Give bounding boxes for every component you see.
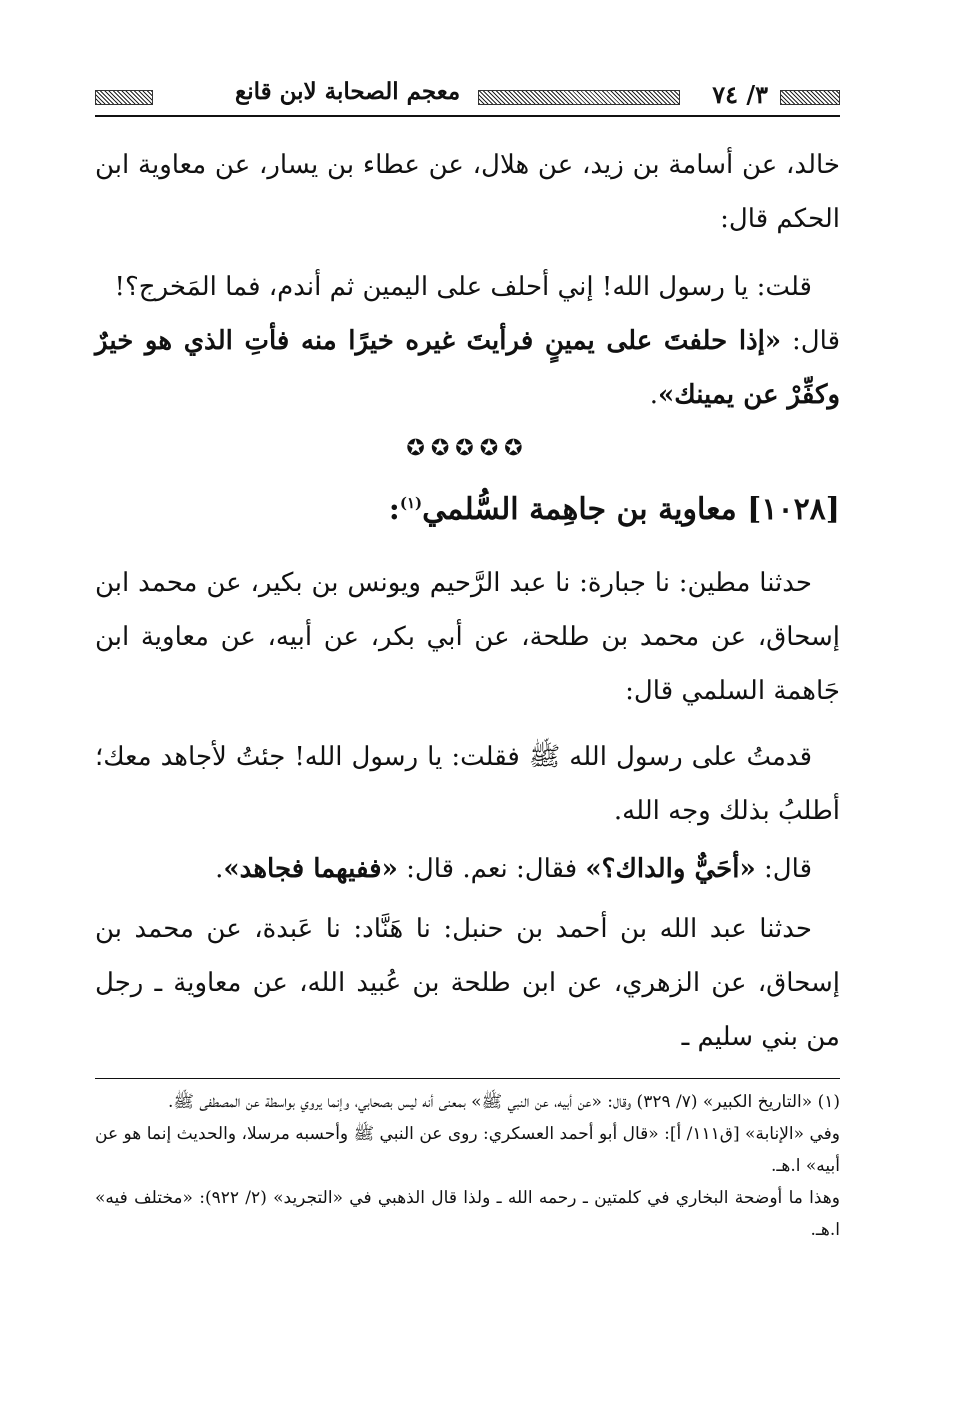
header-ornament-left (95, 90, 153, 105)
footnote-3: وهذا ما أوضحة البخاري في كلمتين ـ رحمه الله ـ ولذا قال الذهبي في «التجريد» (٢/ ٩٢٢): «مختلف فيه» ا.هـ. (95, 1188, 840, 1240)
paragraph-6 (95, 842, 840, 896)
paragraph-3 (95, 314, 840, 422)
entry-title (95, 492, 840, 527)
paragraph-7: حدثنا عبد الله بن أحمد بن حنبل: نا هَنَّاد: نا عَبدة، عن محمد بن إسحاق، عن الزهري، عن ابن طلحة بن عُبيد الله، عن معاوية ـ رجل من بني سليم ـ (95, 914, 840, 1052)
page-number: ٣/ ٧٤ (712, 80, 768, 109)
header-rule (95, 115, 840, 117)
period: . (649, 380, 659, 410)
entry-colon: : (388, 492, 400, 527)
paragraph-5: قدمتُ على رسول الله ﷺ فقلت: يا رسول الله! جئتُ لأجاهد معك؛ أطلبُ بذلك وجه الله. (95, 742, 840, 826)
speaker-label: قال: (781, 326, 841, 356)
section-separator: ✪✪✪✪✪ (406, 436, 529, 461)
footnote-1: (١) «التاريخ الكبير» (٧/ ٣٢٩) وقال: «عن أبيه، عن النبي ﷺ» بمعنى أنه ليس بصحابي، وإنما يروي بواسطة عن المصطفى ﷺ. (168, 1092, 840, 1112)
footnote-ref: (١) (399, 494, 423, 512)
paragraph-4: حدثنا مطين: نا جبارة: نا عبد الرَّحيم ويونس بن بكير، عن محمد ابن إسحاق، عن محمد بن طلحة، عن أبي بكر، عن أبيه، عن معاوية ابن جَاهمة السلمي قال: (95, 568, 840, 706)
paragraph-2: قلت: يا رسول الله! إني أحلف على اليمين ثم أندم، فما المَخرج؟! (114, 272, 812, 302)
footnotes (95, 1086, 840, 1246)
header-ornament-middle (478, 90, 680, 105)
hadith-question: «أحَيٌّ والداك؟» (585, 854, 756, 884)
entry-heading: [١٠٢٨] معاوية بن جاهِمة السُّلمي (422, 492, 840, 527)
book-title: معجم الصحابة لابن قانع (235, 78, 461, 105)
running-header (95, 78, 840, 112)
speaker-label: قال: (755, 854, 812, 884)
dialogue-text: فقال: نعم. قال: (397, 854, 586, 884)
footnote-rule (95, 1078, 840, 1079)
paragraph-1: خالد، عن أسامة بن زيد، عن هلال، عن عطاء بن يسار، عن معاوية ابن الحكم قال: (95, 150, 840, 234)
period: . (215, 854, 224, 884)
header-ornament-right (780, 90, 840, 105)
hadith-text: «إذا حلفتَ على يمينٍ فرأيتَ غيره خيرًا منه فأتِ الذي هو خيرٌ وكفِّرْ عن يمينك» (95, 326, 840, 410)
hadith-answer: «ففيهما فجاهد» (223, 854, 398, 884)
footnote-2: وفي «الإنابة» [ق١١١/ أ]: «قال أبو أحمد العسكري: روى عن النبي ﷺ وأحسبه مرسلا، والحديث إنما هو عن أبيه» ا.هـ. (95, 1124, 840, 1176)
